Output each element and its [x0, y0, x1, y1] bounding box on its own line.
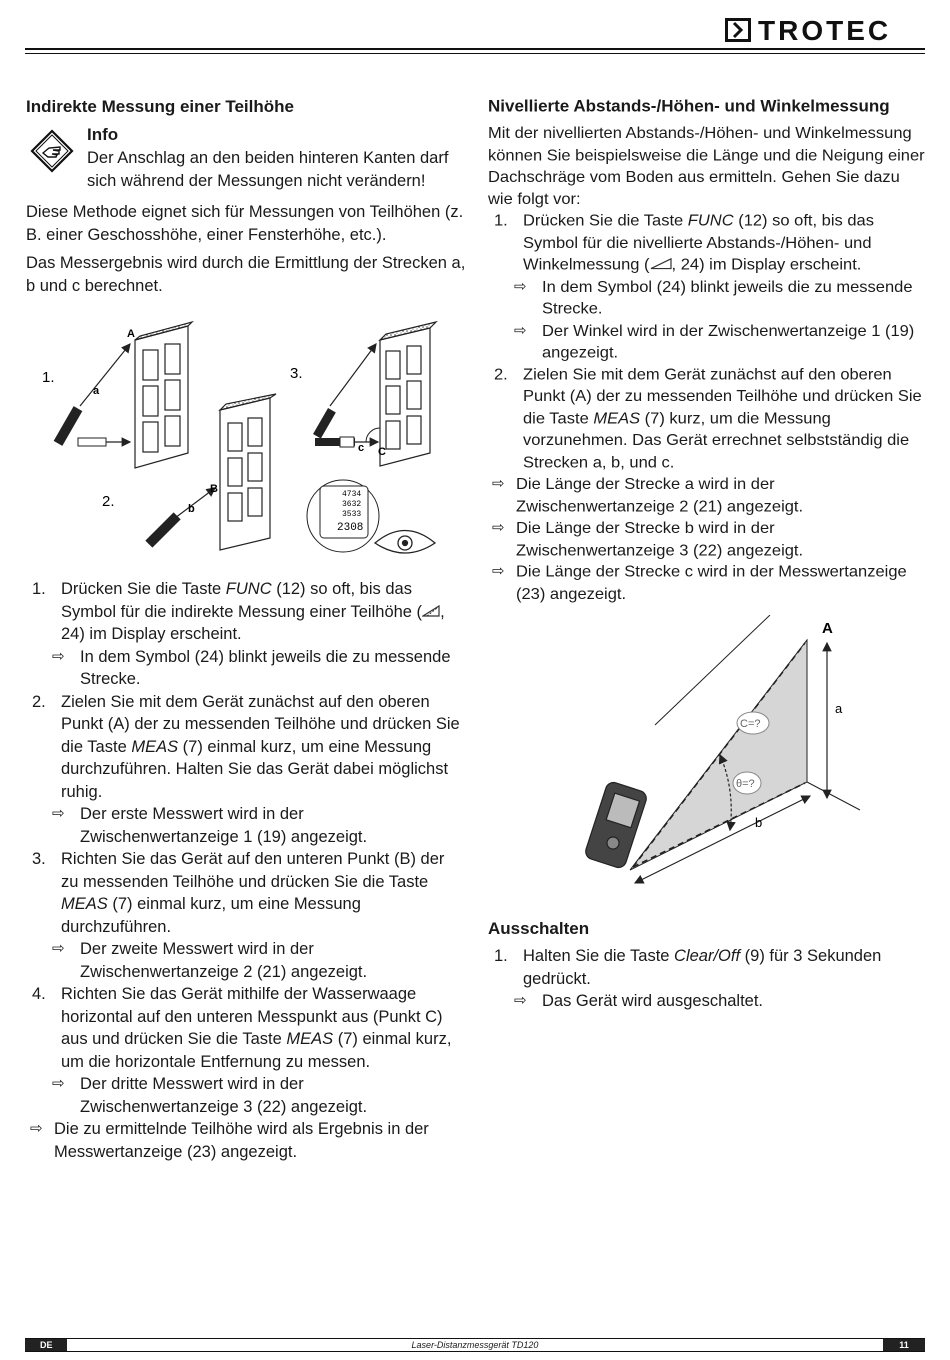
key-name: Clear/Off [674, 947, 741, 965]
step-text: Richten Sie das Gerät mithilfe der Wasserwaage horizontal auf den unteren Messpunkt aus (Punkt C) aus und drücken Sie die Taste [61, 985, 443, 1048]
right-arrow-icon: ⇨ [514, 321, 527, 339]
step-number: 2. [494, 365, 508, 384]
step-text: (7) einmal kurz, um eine Messung durchzuführen. [61, 895, 361, 936]
page-footer [25, 1338, 925, 1352]
step-number: 1. [32, 580, 46, 598]
step-label-2: 2. [102, 493, 115, 510]
label-c: c [358, 442, 365, 454]
list-result [488, 276, 928, 320]
display-value-2: 3632 [342, 500, 362, 509]
label-C: C [378, 446, 386, 458]
key-name: FUNC [687, 212, 734, 230]
final-result [26, 1118, 466, 1163]
step-text: , 24) im Display erscheint. [61, 602, 445, 643]
final-result [488, 561, 928, 605]
left-steps [26, 578, 466, 1163]
label-A: A [822, 620, 833, 637]
step-text: (12) so oft, bis das Symbol für die nivellierte Abstands-/Höhen- und Winkelmessung ( [523, 212, 874, 274]
step-text: Halten Sie die Taste [523, 947, 675, 965]
step-number: 3. [32, 850, 46, 868]
building-1 [135, 322, 192, 468]
step-text: Drücken Sie die Taste [61, 580, 226, 598]
angle-symbol-icon [422, 605, 440, 617]
label-A: A [127, 328, 135, 340]
step-text: Zielen Sie mit dem Gerät zunächst auf den oberen Punkt (A) der zu messenden Teilhöhe und drücken Sie die Taste [523, 365, 922, 428]
step-number: 1. [494, 212, 508, 230]
info-hand-icon [30, 129, 74, 173]
right-arrow-icon: ⇨ [492, 475, 505, 492]
indirect-measurement-figure [30, 318, 450, 563]
eye-icon [375, 531, 435, 554]
step-text: , 24) im Display erscheint. [671, 255, 862, 274]
final-result [488, 473, 928, 517]
brand-logo: TROTEC [758, 15, 892, 46]
step-text: Drücken Sie die Taste [523, 212, 688, 230]
key-name: MEAS [131, 737, 179, 756]
list-result [26, 938, 466, 983]
info-text: Der Anschlag an den beiden hinteren Kanten darf sich während der Messungen nicht verändern! [87, 149, 449, 190]
list-item [26, 578, 466, 646]
right-column [488, 95, 928, 605]
result-text: Die Länge der Strecke b wird in der Zwischenwertanzeige 3 (22) angezeigt. [516, 519, 804, 559]
result-text: Die zu ermittelnde Teilhöhe wird als Ergebnis in der Messwertanzeige (23) angezeigt. [54, 1120, 429, 1161]
section-title: Ausschalten [488, 919, 590, 938]
paragraph: Das Messergebnis wird durch die Ermittlung der Strecken a, b und c berechnet. [26, 254, 466, 295]
list-result [488, 990, 928, 1013]
step-label-1: 1. [42, 369, 55, 386]
right-arrow-icon: ⇨ [52, 647, 65, 665]
result-text: Der erste Messwert wird in der Zwischenwertanzeige 1 (19) angezeigt. [80, 805, 368, 846]
list-result [488, 320, 928, 364]
building-3 [380, 322, 436, 466]
step-text: (7) einmal kurz, um die horizontale Entfernung zu messen. [61, 1030, 452, 1071]
display-value-main: 2308 [337, 522, 364, 534]
result-text: In dem Symbol (24) blinkt jeweils die zu messende Strecke. [80, 647, 451, 688]
label-a: a [835, 701, 843, 716]
laser-device [585, 780, 648, 869]
key-name: FUNC [225, 580, 272, 598]
leveled-measurement-figure [585, 615, 860, 885]
logo-chevron-icon [725, 18, 751, 42]
building-2 [220, 394, 276, 550]
result-text: Das Gerät wird ausgeschaltet. [542, 992, 764, 1010]
step-number: 2. [32, 692, 46, 711]
display-value-3: 3533 [342, 510, 362, 519]
result-text: Der dritte Messwert wird in der Zwischenwertanzeige 3 (22) angezeigt. [80, 1075, 368, 1116]
paragraph: Diese Methode eignet sich für Messungen von Teilhöhen (z. B. einer Geschosshöhe, einer Fensterhöhe, etc.). [26, 203, 464, 244]
angle-symbol-icon [650, 258, 672, 270]
step-text: Zielen Sie mit dem Gerät zunächst auf den oberen Punkt (A) der zu messenden Teilhöhe und drücken Sie die Taste [61, 692, 460, 756]
label-b: b [755, 815, 763, 830]
step-text: (12) so oft, bis das Symbol für die indirekte Messung einer Teilhöhe ( [61, 580, 423, 621]
product-name: Laser-Distanzmessgerät TD120 [411, 1340, 539, 1350]
label-a: a [93, 385, 100, 397]
right-arrow-icon: ⇨ [492, 563, 505, 580]
result-text: In dem Symbol (24) blinkt jeweils die zu messende Strecke. [542, 277, 913, 318]
paragraph: Mit der nivellierten Abstands-/Höhen- und Winkelmessung können Sie beispielsweise die Länge und die Neigung einer Dachschräge vom Boden aus ermitteln. Gehen Sie dazu wie folgt vor: [488, 124, 925, 208]
label-c: C=? [740, 718, 761, 730]
label-theta: θ=? [736, 778, 755, 790]
right-arrow-icon: ⇨ [52, 1075, 65, 1092]
list-item [488, 364, 928, 474]
right-arrow-icon: ⇨ [492, 519, 505, 536]
list-result [26, 1073, 466, 1118]
list-result [26, 646, 466, 691]
result-text: Der zweite Messwert wird in der Zwischenwertanzeige 2 (21) angezeigt. [80, 940, 368, 981]
right-arrow-icon: ⇨ [514, 992, 527, 1009]
key-name: MEAS [593, 409, 641, 428]
list-item [26, 848, 466, 938]
left-column [26, 95, 466, 303]
label-b: b [188, 503, 195, 515]
key-name: MEAS [61, 895, 108, 913]
language-tag: DE [25, 1339, 67, 1351]
result-text: Der Winkel wird in der Zwischenwertanzeige 1 (19) angezeigt. [542, 321, 915, 362]
step-label-3: 3. [290, 365, 303, 382]
right-arrow-icon: ⇨ [514, 277, 527, 295]
list-item [488, 210, 928, 276]
section-title: Indirekte Messung einer Teilhöhe [26, 97, 294, 116]
key-name: MEAS [286, 1030, 334, 1048]
result-text: Die Länge der Strecke c wird in der Messwertanzeige (23) angezeigt. [516, 563, 907, 603]
info-box [26, 123, 466, 193]
final-result [488, 517, 928, 561]
step-number: 4. [32, 985, 46, 1003]
step-text: Richten Sie das Gerät auf den unteren Punkt (B) der zu messenden Teilhöhe und drücken Sie die Taste [61, 850, 445, 891]
list-result [26, 803, 466, 848]
step-number: 1. [494, 947, 508, 965]
display-value-1: 4734 [342, 490, 362, 499]
info-title: Info [87, 125, 119, 144]
list-item [26, 691, 466, 804]
right-arrow-icon: ⇨ [52, 805, 65, 822]
list-item [26, 983, 466, 1073]
step-text: (7) einmal kurz, um eine Messung durchzuführen. Halten Sie das Gerät dabei möglichst ruhig. [61, 737, 449, 801]
step-text: (7) kurz, um die Messung vorzunehmen. Das Gerät errechnet selbstständig die Strecken a, b, und c. [523, 409, 910, 471]
right-arrow-icon: ⇨ [52, 940, 65, 957]
list-item [488, 945, 928, 990]
header-rule [25, 48, 925, 50]
page-number: 11 [883, 1339, 925, 1351]
header-rule-thin [25, 53, 925, 54]
right-arrow-icon: ⇨ [30, 1120, 43, 1137]
switch-off-section [488, 917, 928, 1013]
label-B: B [210, 483, 218, 495]
section-title: Nivellierte Abstands-/Höhen- und Winkelmessung [488, 96, 890, 116]
result-text: Die Länge der Strecke a wird in der Zwischenwertanzeige 2 (21) angezeigt. [516, 475, 804, 515]
step-text: (9) für 3 Sekunden gedrückt. [523, 947, 882, 988]
